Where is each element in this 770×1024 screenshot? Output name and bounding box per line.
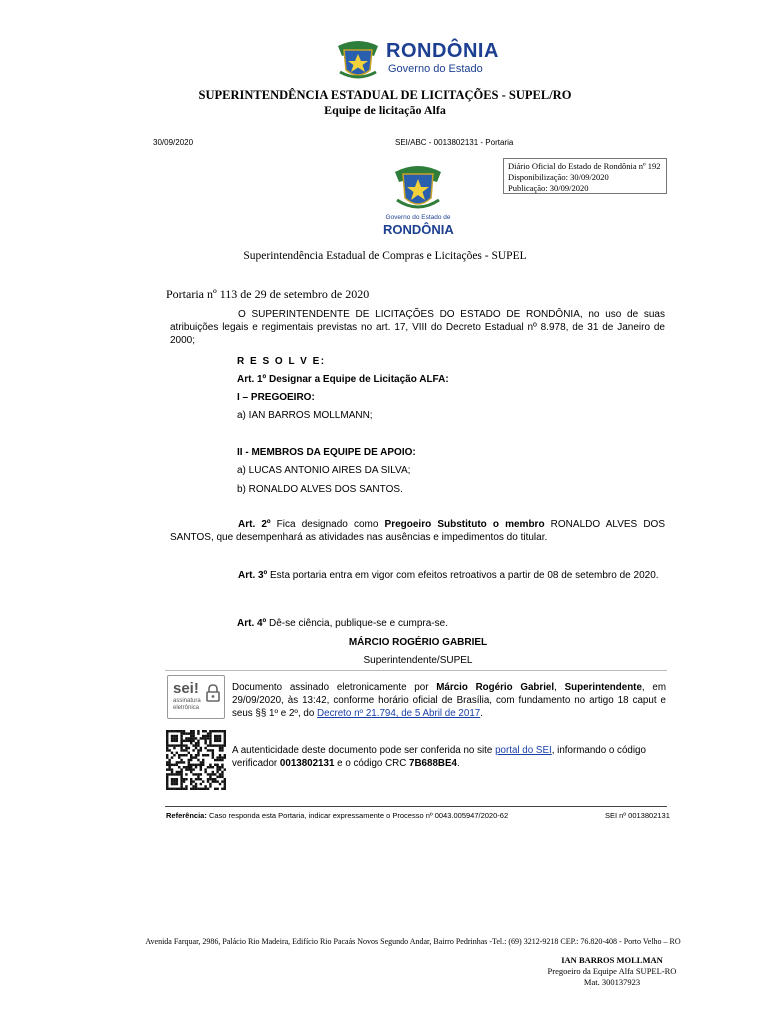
- sei-logo: sei!: [173, 680, 199, 697]
- signer-role: Superintendente/SUPEL: [363, 655, 473, 666]
- inner-rondonia-logo: [383, 158, 453, 238]
- article-2-bold: Pregoeiro Substituto o membro: [384, 519, 545, 530]
- article-4-text: Dê-se ciência, publique-se e cumpra-se.: [266, 618, 448, 629]
- crc-code: 7B688BE4: [409, 758, 457, 769]
- pregoeiro-heading: I – PREGOEIRO:: [237, 392, 315, 403]
- membros-heading: II - MEMBROS DA EQUIPE DE APOIO:: [237, 447, 416, 458]
- organization-name: Superintendência Estadual de Compras e Licitações - SUPEL: [243, 250, 527, 262]
- sign-name: Márcio Rogério Gabriel: [436, 682, 555, 693]
- footer-registration: Mat. 300137923: [583, 977, 641, 987]
- article-4-label: Art. 4º: [237, 618, 267, 629]
- article-1: Art. 1º Designar a Equipe de Licitação ALFA:: [237, 374, 449, 385]
- pregoeiro-item: a) IAN BARROS MOLLMANN;: [237, 410, 373, 421]
- sei-signature-badge: [167, 675, 225, 719]
- sign-text-part: Documento assinado eletronicamente por: [232, 682, 437, 693]
- article-2-text: Fica designado como: [270, 519, 385, 530]
- footer-name: IAN BARROS MOLLMAN: [561, 955, 663, 965]
- auth-text-part: A autenticidade deste documento pode ser conferida no site: [232, 745, 496, 756]
- inner-logo-gov: Governo do Estado de: [385, 214, 451, 221]
- decree-link[interactable]: Decreto nº 21.794, de 5 Abril de 2017: [317, 708, 481, 719]
- diario-line: Publicação: 30/09/2020: [508, 183, 589, 193]
- footer-address: Avenida Farquar, 2986, Palácio Rio Madeira, Edifício Rio Pacaás Novos Segundo Andar, Bairro Pedrinhas -Tel.: (69) 3212-9218 CEP.: 76.820-408 - Porto Velho – RO: [145, 937, 681, 946]
- print-reference: SEI/ABC - 0013802131 - Portaria: [395, 138, 514, 147]
- page-subtitle: Equipe de licitação Alfa: [324, 103, 446, 117]
- sei-badge-line: eletrônica: [173, 705, 200, 711]
- auth-text-part: .: [456, 758, 460, 769]
- diario-oficial-box: [503, 158, 667, 194]
- article-3-label: Art. 3º: [238, 570, 268, 581]
- article-4: [237, 617, 448, 630]
- article-2: [170, 518, 665, 544]
- portaria-title: Portaria nº 113 de 29 de setembro de 2020: [166, 287, 370, 301]
- divider: [165, 670, 667, 671]
- resolve-heading: R E S O L V E:: [237, 356, 326, 367]
- brand-subtitle: Governo do Estado: [388, 63, 483, 75]
- diario-line: Diário Oficial do Estado de Rondônia nº 192: [508, 161, 661, 171]
- footer-role: Pregoeiro da Equipe Alfa SUPEL-RO: [547, 966, 677, 976]
- sign-text-part: ,: [554, 682, 565, 693]
- brand-name: RONDÔNIA: [386, 40, 499, 62]
- signer-name: MÁRCIO ROGÉRIO GABRIEL: [348, 637, 488, 648]
- sei-number: SEI nº 0013802131: [605, 811, 670, 820]
- auth-text-part: e o código CRC: [334, 758, 410, 769]
- qr-code-icon: [166, 730, 226, 790]
- reference-label: Referência:: [166, 811, 207, 820]
- rondonia-logo: [334, 36, 499, 82]
- diario-line: Disponibilização: 30/09/2020: [508, 172, 609, 182]
- sign-text-part: , em 29/09/2020, às 13:42, conforme horário oficial de Brasília, com fundamento no artigo 18 caput e seus §§ 1º e 2º, do: [232, 682, 666, 719]
- sei-badge-caption: [173, 698, 201, 712]
- sei-portal-link[interactable]: portal do SEI: [495, 745, 552, 756]
- auth-text-part: , informando o código verificador: [232, 745, 646, 769]
- coat-of-arms-icon: [383, 158, 453, 214]
- sei-badge-line: assinatura: [173, 698, 201, 704]
- article-2-label: Art. 2º: [238, 519, 271, 530]
- membro-item: b) RONALDO ALVES DOS SANTOS.: [237, 484, 403, 495]
- sign-role: Superintendente: [564, 682, 642, 693]
- divider: [165, 806, 667, 807]
- electronic-signature-text: [232, 681, 666, 720]
- membro-item: a) LUCAS ANTONIO AIRES DA SILVA;: [237, 465, 411, 476]
- intro-paragraph: O SUPERINTENDENTE DE LICITAÇÕES DO ESTADO DE RONDÔNIA, no uso de suas atribuições legais e regimentais previstas no art. 17, VIII do Decreto Estadual nº 8.978, de 31 de Janeiro de 2000;: [170, 309, 665, 346]
- state-coat-of-arms-icon: [334, 36, 382, 82]
- page-title: SUPERINTENDÊNCIA ESTADUAL DE LICITAÇÕES - SUPEL/RO: [198, 88, 572, 102]
- reference-note: [166, 811, 508, 820]
- print-date: 30/09/2020: [153, 138, 194, 147]
- article-2-text-end: RONALDO ALVES DOS SANTOS, que desempenhará as atividades nas ausências e impedimentos do titular.: [170, 519, 665, 543]
- reference-text: Caso responda esta Portaria, indicar expressamente o Processo nº 0043.005947/2020-62: [206, 811, 509, 820]
- sign-text-part: .: [480, 708, 483, 719]
- authenticity-text: [232, 744, 666, 770]
- lock-icon: [206, 684, 220, 702]
- article-3: [170, 569, 665, 582]
- inner-logo-brand: RONDÔNIA: [383, 222, 454, 237]
- article-3-text: Esta portaria entra em vigor com efeitos retroativos a partir de 08 de setembro de 2020.: [267, 570, 659, 581]
- verification-code: 0013802131: [279, 758, 335, 769]
